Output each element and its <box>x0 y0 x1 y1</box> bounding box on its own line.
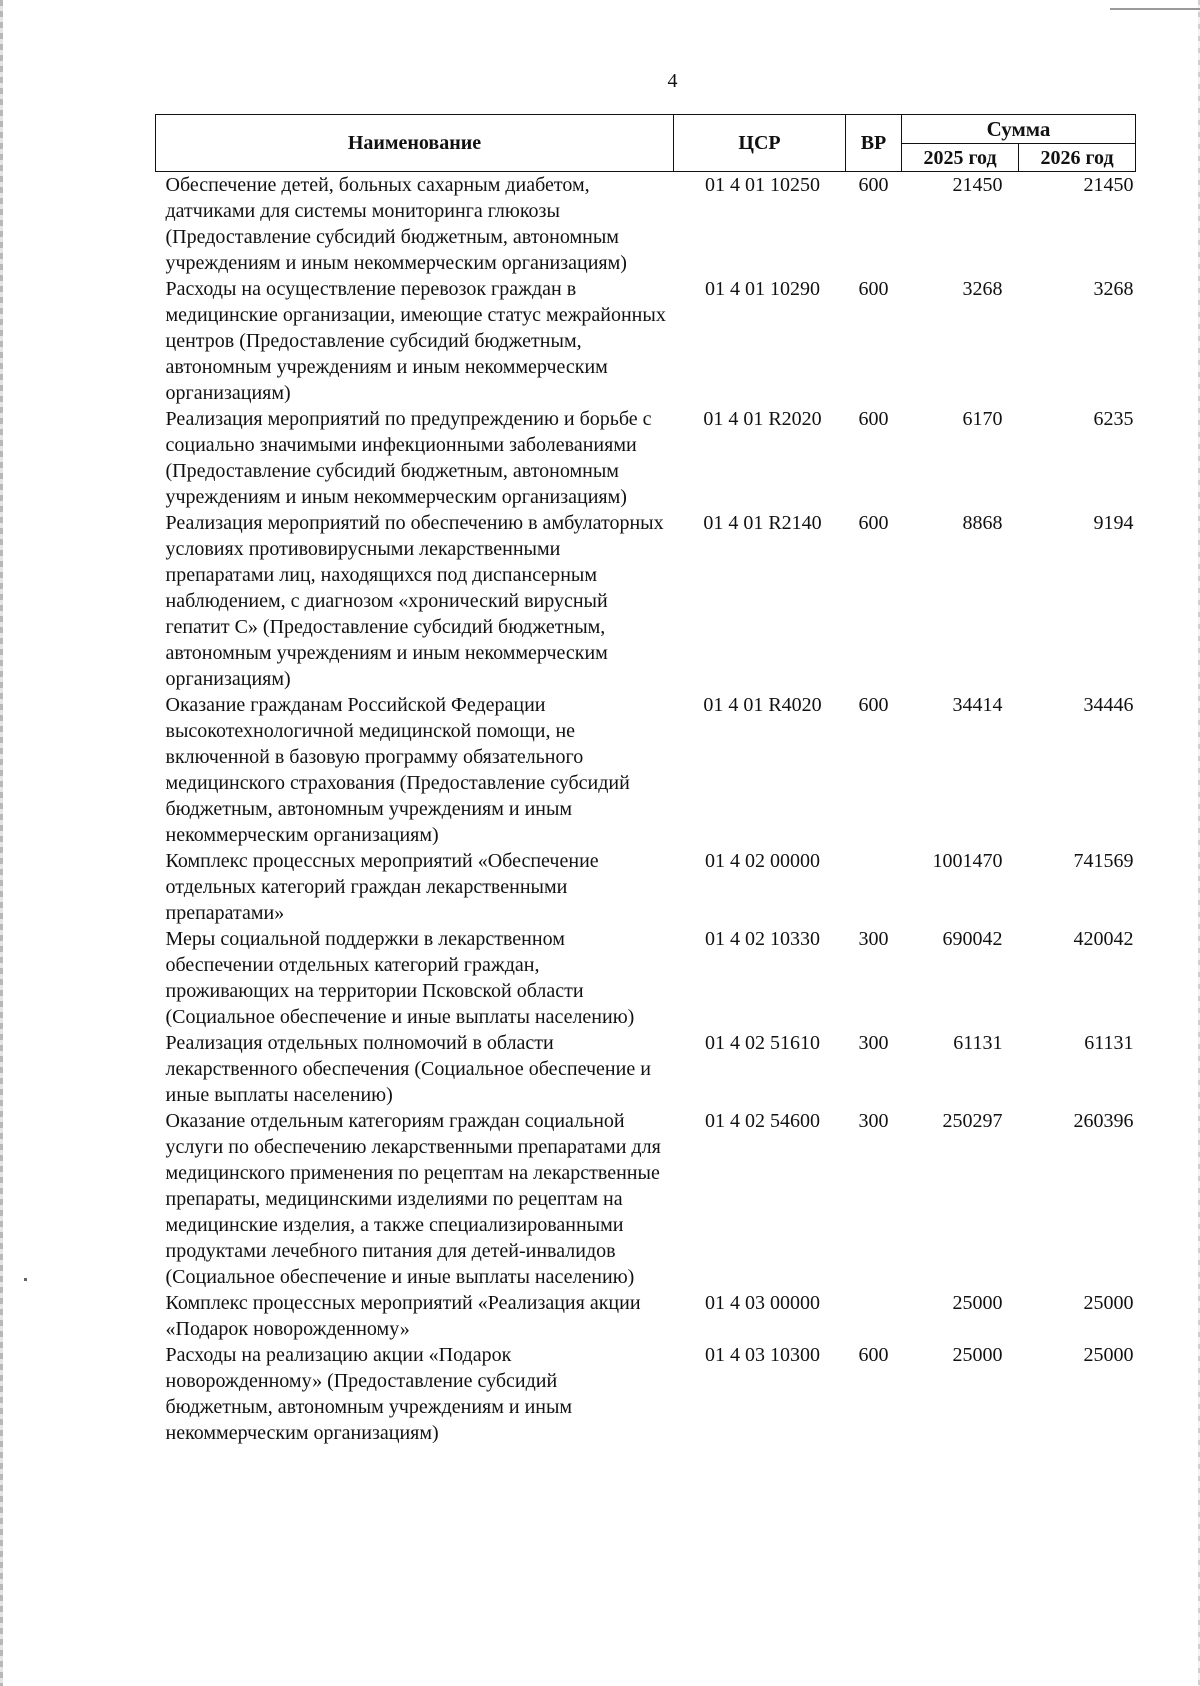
table-row <box>156 276 1136 406</box>
row-csr-code: 01 4 02 51610 <box>705 1032 820 1054</box>
row-amount-2026: 3268 <box>1093 278 1134 300</box>
row-vr-code: 600 <box>858 408 889 430</box>
row-name: Обеспечение детей, больных сахарным диабетом, датчиками для системы мониторинга глюкозы (Предоставление субсидий бюджетным, автономным учреждениям и иным некоммерческим организациям) <box>165 174 627 274</box>
header-csr: ЦСР <box>674 115 846 172</box>
row-vr-code: 300 <box>858 928 889 950</box>
row-vr-code: 300 <box>858 1032 889 1054</box>
row-csr-code: 01 4 03 10300 <box>705 1344 820 1366</box>
row-name: Оказание гражданам Российской Федерации высокотехнологичной медицинской помощи, не включенной в базовую программу обязательного медицинского страхования (Предоставление субсидий бюджетным, автономным учреждениям и иным некоммерческим организациям) <box>165 694 630 846</box>
row-name: Комплекс процессных мероприятий «Обеспечение отдельных категорий граждан лекарственными препаратами» <box>165 850 599 924</box>
table-row <box>156 1030 1136 1108</box>
row-amount-2025: 3268 <box>962 278 1003 300</box>
table-row <box>156 692 1136 848</box>
row-amount-2025: 8868 <box>962 512 1003 534</box>
row-vr-code: 600 <box>858 174 889 196</box>
row-amount-2025: 25000 <box>952 1344 1003 1366</box>
row-amount-2026: 6235 <box>1093 408 1134 430</box>
row-csr-code: 01 4 02 54600 <box>705 1110 820 1132</box>
table-row <box>156 406 1136 510</box>
row-csr-code: 01 4 01 10250 <box>705 174 820 196</box>
row-amount-2025: 250297 <box>942 1110 1003 1132</box>
row-amount-2026: 21450 <box>1083 174 1134 196</box>
row-amount-2026: 34446 <box>1083 694 1134 716</box>
table-row <box>156 1342 1136 1446</box>
row-name: Меры социальной поддержки в лекарственном обеспечении отдельных категорий граждан, проживающих на территории Псковской области (Социальное обеспечение и иные выплаты населению) <box>165 928 635 1028</box>
row-vr-code: 600 <box>858 1344 889 1366</box>
row-name: Расходы на осуществление перевозок граждан в медицинские организации, имеющие статус межрайонных центров (Предоставление субсидий бюджетным, автономным учреждениям и иным некоммерческим организациям) <box>165 278 666 404</box>
page-number: 4 <box>667 70 678 92</box>
row-amount-2026: 61131 <box>1084 1032 1134 1054</box>
row-name: Расходы на реализацию акции «Подарок новорожденному» (Предоставление субсидий бюджетным, автономным учреждениям и иным некоммерческим организациям) <box>165 1344 573 1444</box>
row-amount-2026: 260396 <box>1073 1110 1134 1132</box>
row-name: Реализация мероприятий по обеспечению в амбулаторных условиях противовирусными лекарственными препаратами лиц, находящихся под диспансерным наблюдением, с диагнозом «хронический вирусный гепатит С» (Предоставление субсидий бюджетным, автономным учреждениям и иным некоммерческим организациям) <box>165 512 664 690</box>
row-name: Комплекс процессных мероприятий «Реализация акции «Подарок новорожденному» <box>165 1292 641 1340</box>
row-name: Оказание отдельным категориям граждан социальной услуги по обеспечению лекарственными препаратами для медицинского применения по рецептам на лекарственные препараты, медицинскими изделиями по рецептам на медицинские изделия, а также специализированными продуктами лечебного питания для детей-инвалидов (Социальное обеспечение и иные выплаты населению) <box>165 1110 661 1288</box>
row-csr-code: 01 4 03 00000 <box>705 1292 820 1314</box>
row-amount-2025: 61131 <box>953 1032 1003 1054</box>
header-vr: ВР <box>846 115 902 172</box>
row-csr-code: 01 4 01 10290 <box>705 278 820 300</box>
row-amount-2025: 21450 <box>952 174 1003 196</box>
row-amount-2026: 25000 <box>1083 1344 1134 1366</box>
header-name: Наименование <box>156 115 674 172</box>
row-csr-code: 01 4 02 10330 <box>705 928 820 950</box>
row-amount-2025: 1001470 <box>932 850 1003 872</box>
row-csr-code: 01 4 02 00000 <box>705 850 820 872</box>
scan-speck <box>24 1278 27 1281</box>
header-sum: Сумма <box>902 115 1136 144</box>
row-amount-2025: 34414 <box>952 694 1003 716</box>
row-vr-code <box>846 1290 902 1342</box>
row-amount-2026: 25000 <box>1083 1292 1134 1314</box>
table-body <box>156 172 1136 1447</box>
row-amount-2025: 25000 <box>952 1292 1003 1314</box>
table-row <box>156 1290 1136 1342</box>
row-csr-code: 01 4 01 R4020 <box>703 694 822 716</box>
row-vr-code <box>846 848 902 926</box>
scan-top-mark <box>1110 8 1200 10</box>
row-amount-2025: 690042 <box>942 928 1003 950</box>
row-vr-code: 600 <box>858 694 889 716</box>
row-vr-code: 600 <box>858 512 889 534</box>
row-vr-code: 600 <box>858 278 889 300</box>
table-row <box>156 848 1136 926</box>
row-csr-code: 01 4 01 R2140 <box>703 512 822 534</box>
table-row <box>156 172 1136 277</box>
row-name: Реализация отдельных полномочий в области лекарственного обеспечения (Социальное обеспечение и иные выплаты населению) <box>165 1032 651 1106</box>
row-name: Реализация мероприятий по предупреждению и борьбе с социально значимыми инфекционными заболеваниями (Предоставление субсидий бюджетным, автономным учреждениям и иным некоммерческим организациям) <box>165 408 652 508</box>
row-amount-2025: 6170 <box>962 408 1003 430</box>
row-amount-2026: 420042 <box>1073 928 1134 950</box>
row-amount-2026: 741569 <box>1073 850 1134 872</box>
row-csr-code: 01 4 01 R2020 <box>703 408 822 430</box>
table-row <box>156 510 1136 692</box>
row-amount-2026: 9194 <box>1093 512 1134 534</box>
table-row <box>156 1108 1136 1290</box>
header-year-2026: 2026 год <box>1019 144 1136 172</box>
scan-edge-left <box>0 0 3 1686</box>
header-year-2025: 2025 год <box>902 144 1019 172</box>
table-header <box>156 115 1136 172</box>
row-vr-code: 300 <box>858 1110 889 1132</box>
table-row <box>156 926 1136 1030</box>
budget-table <box>155 114 1136 1446</box>
